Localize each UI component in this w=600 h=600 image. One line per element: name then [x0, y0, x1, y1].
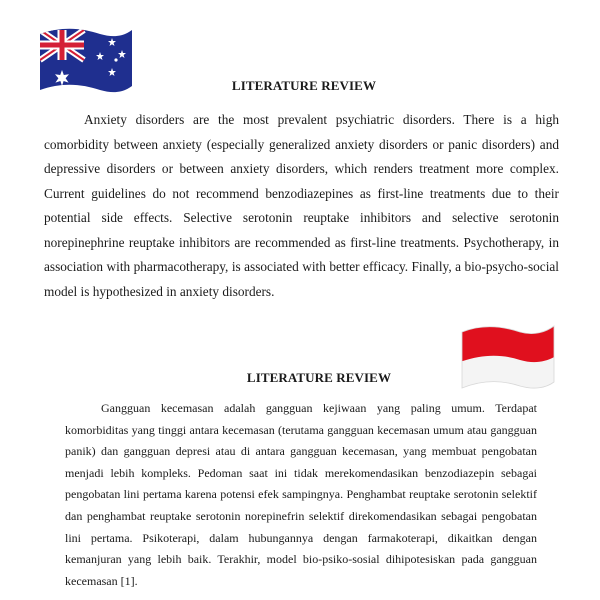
literature-review-paragraph-english: Anxiety disorders are the most prevalent psychiatric disorders. There is a high comorbidity between anxiety (especially generalized anxiety disorders or panic disorders) and depressive disorders or between anxiety disorders, which renders treatment more complex. Current guidelines do not recommend benzodiazepines as first-line treatments due to their potential side effects. Selective serotonin reuptake inhibitors and selective serotonin norepinephrine reuptake inhibitors are recommended as first-line treatments. Psychotherapy, in association with pharmacotherapy, is associated with better efficacy. Finally, a bio-psycho-social model is hypothesized in anxiety disorders. — [44, 112, 559, 299]
literature-review-paragraph-indonesian: Gangguan kecemasan adalah gangguan kejiwaan yang paling umum. Terdapat komorbiditas yang tinggi antara kecemasan (terutama gangguan kecemasan umum atau gangguan panik) dan gangguan depresi atau di antara gangguan kecemasan, yang membuat pengobatan menjadi lebih kompleks. Pedoman saat ini tidak merekomendasikan benzodiazepin sebagai pengobatan lini pertama karena potensi efek sampingnya. Penghambat reuptake serotonin selektif dan penghambat reuptake serotonin norepinefrin selektif direkomendasikan sebagai pengobatan lini pertama. Psikoterapi, dalam hubungannya dengan farmakoterapi, dikaitkan dengan kemanjuran yang lebih baik. Terakhir, model bio-psiko-sosial dihipotesiskan pada gangguan kecemasan [1]. — [65, 401, 537, 588]
literature-review-title-english: LITERATURE REVIEW — [231, 78, 377, 93]
literature-review-title-indonesian: LITERATURE REVIEW — [246, 370, 392, 385]
